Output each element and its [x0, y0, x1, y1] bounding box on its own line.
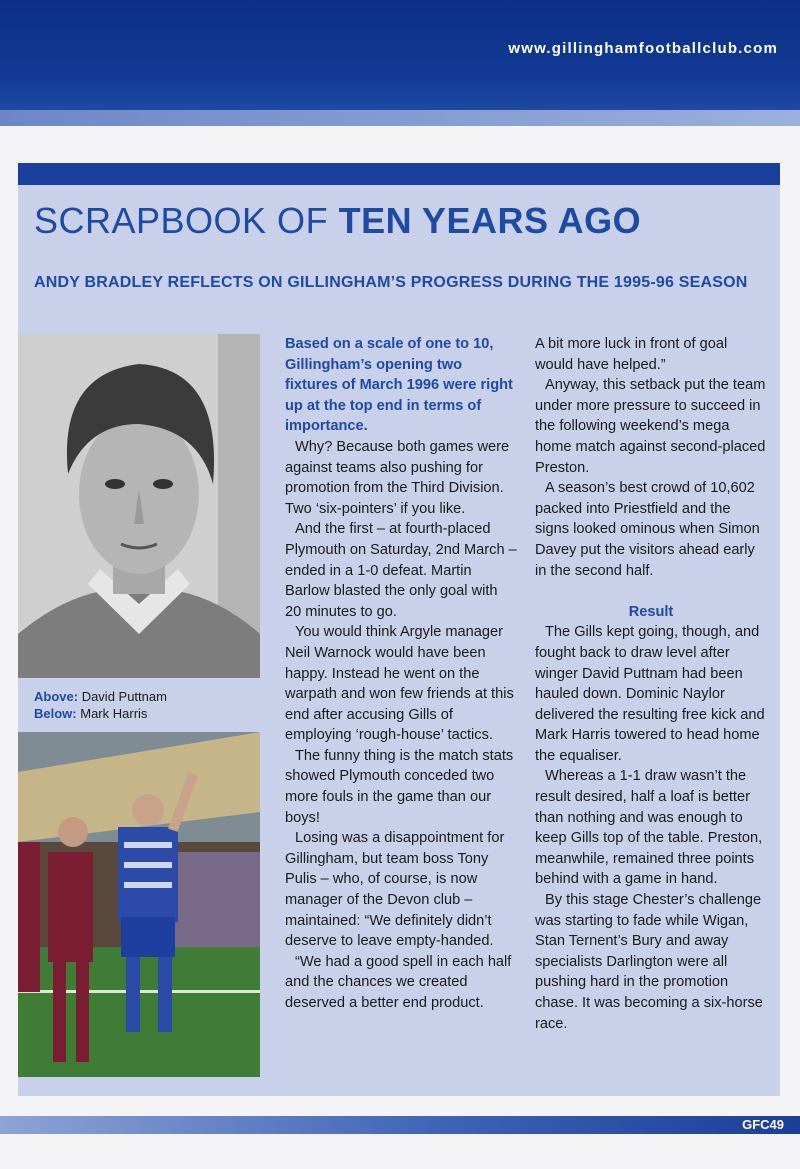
photo-match: [18, 732, 260, 1077]
caption-above: [34, 688, 167, 705]
article-title: [34, 200, 641, 242]
section-heading-result: Result: [628, 603, 674, 620]
website-url[interactable]: www.gillinghamfootballclub.com: [508, 40, 778, 57]
paragraph: The funny thing is the match stats showed Plymouth conceded two more fouls in the game than our boys!: [285, 747, 514, 826]
title-light: SCRAPBOOK OF: [34, 200, 329, 241]
title-bold: TEN YEARS AGO: [338, 200, 642, 241]
photo-portrait: [18, 334, 260, 678]
caption-below: [34, 705, 167, 722]
page-number: GFC49: [742, 1117, 784, 1132]
article-subtitle: ANDY BRADLEY REFLECTS ON GILLINGHAM’S PROGRESS DURING THE 1995-96 SEASON: [34, 274, 748, 291]
paragraph: Whereas a 1-1 draw wasn’t the result desired, half a loaf is better than nothing and was enough to keep Gills top of the table. Preston, meanwhile, remained three points behind with a game in hand.: [535, 768, 763, 888]
paragraph: “We had a good spell in each half and the chances we created deserved a better end product.: [285, 953, 512, 1011]
caption-below-label: Below:: [34, 706, 77, 721]
caption-above-name: David Puttnam: [81, 689, 167, 704]
paragraph: A season’s best crowd of 10,602 packed into Priestfield and the signs looked ominous when Simon Davey put the visitors ahead early in the second half.: [535, 480, 760, 579]
paragraph-continued: A bit more luck in front of goal would have helped.”: [535, 336, 728, 373]
article-column-1: [285, 334, 517, 1014]
footer-strip: [0, 1116, 800, 1134]
caption-above-label: Above:: [34, 689, 79, 704]
portrait-illustration: [18, 334, 260, 678]
paragraph: You would think Argyle manager Neil Warnock would have been happy. Instead he went on the warpath and won few friends at this end after accusing Gills of employing ‘rough-house’ tactics.: [285, 624, 514, 744]
header-strip: [0, 110, 800, 126]
paragraph: By this stage Chester’s challenge was starting to fade while Wigan, Stan Ternent’s Bury and away specialists Darlington were all pushing hard in the promotion chase. It was becoming a six-horse race.: [535, 892, 763, 1032]
panel-top-bar: [18, 163, 780, 185]
article-column-2: [535, 334, 767, 1034]
match-illustration: [18, 732, 260, 1077]
paragraph: Why? Because both games were against teams also pushing for promotion from the Third Division. Two ‘six-pointers’ if you like.: [285, 438, 510, 517]
caption-below-name: Mark Harris: [80, 706, 148, 721]
paragraph: And the first – at fourth-placed Plymouth on Saturday, 2nd March – ended in a 1-0 defeat. Martin Barlow blasted the only goal with 20 minutes to go.: [285, 521, 517, 620]
paragraph: The Gills kept going, though, and fought back to draw level after winger David Puttnam had been hauled down. Dominic Naylor delivered the resulting free kick and Mark Harris towered to head home the equaliser.: [535, 624, 765, 764]
paragraph: Anyway, this setback put the team under more pressure to succeed in the following weekend’s mega home match against second-placed Preston.: [535, 377, 766, 476]
photo-captions: [34, 688, 167, 722]
lead-paragraph: Based on a scale of one to 10, Gillingham’s opening two fixtures of March 1996 were right up at the top end in terms of importance.: [285, 336, 513, 435]
paragraph: Losing was a disappointment for Gillingham, but team boss Tony Pulis – who, of course, is now manager of the Devon club – maintained: “We definitely didn’t deserve to leave empty-handed.: [285, 830, 505, 950]
